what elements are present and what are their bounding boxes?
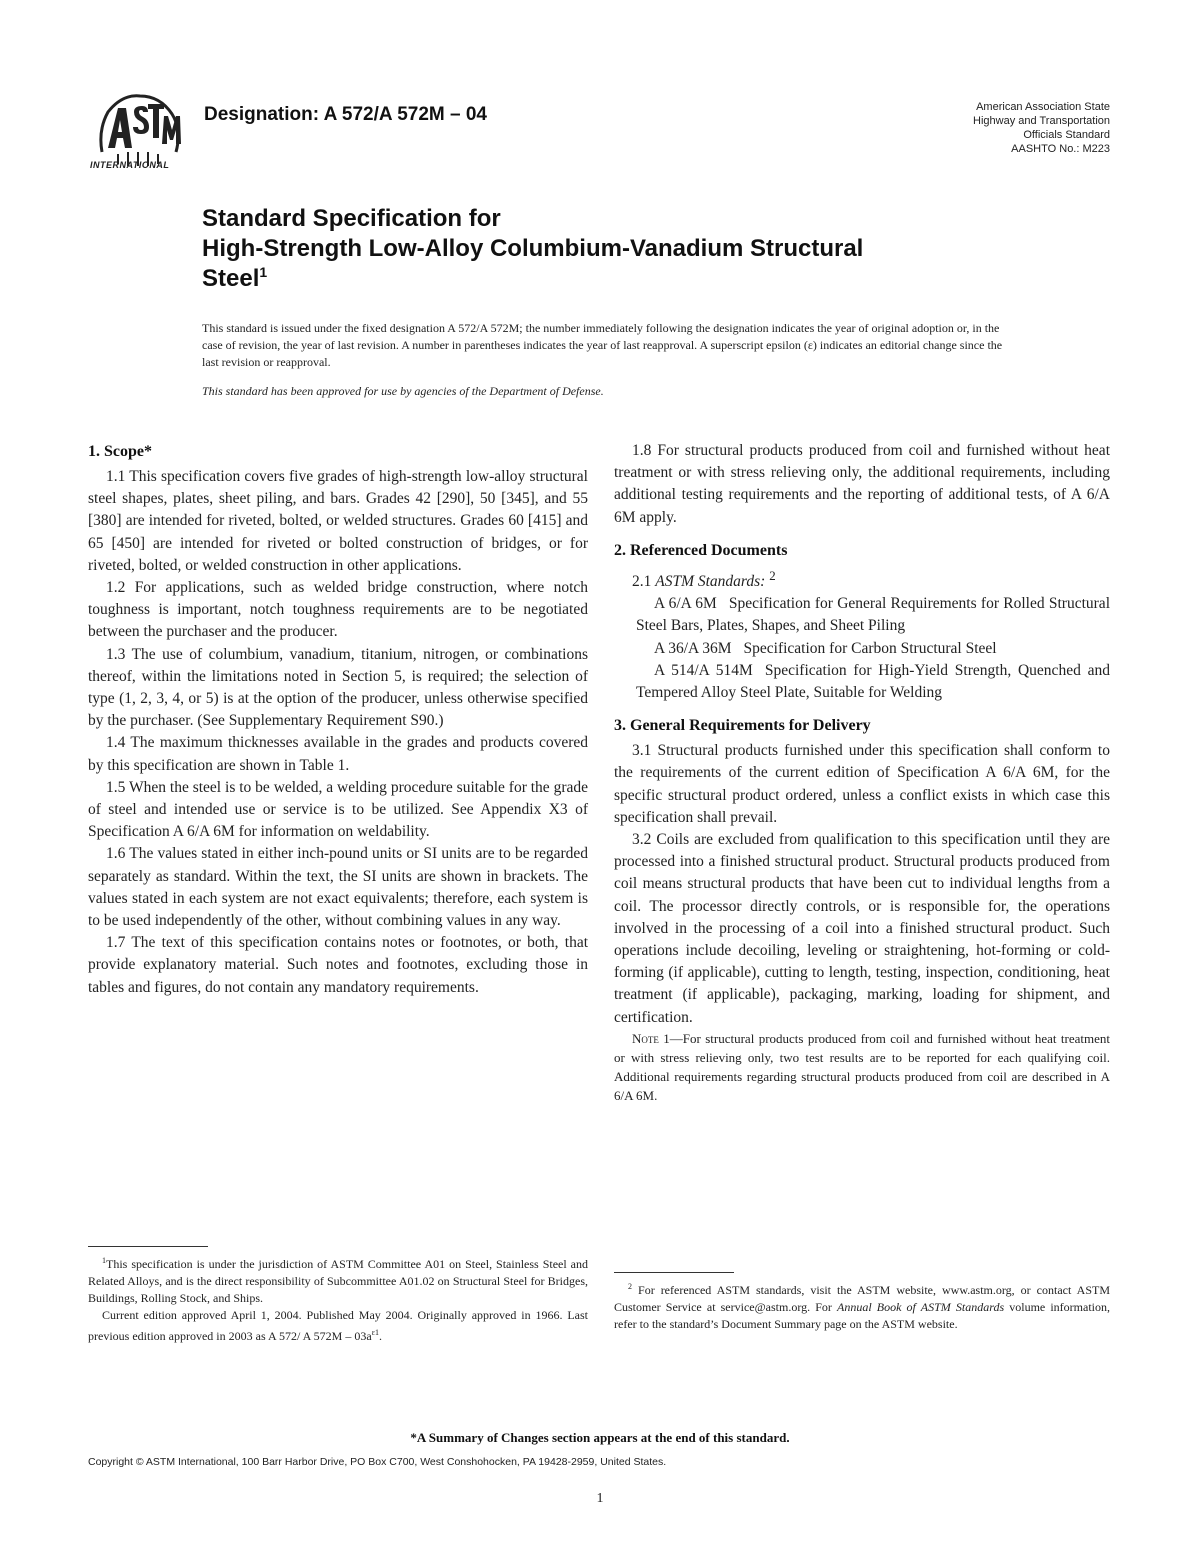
general-paragraph: 3.2 Coils are excluded from qualification to this specification until they are processed into a finished structural product. Structural products produced from coil means structural products that have been cut to individual lengths from a coil. The processor directly controls, or is responsible for, the operations involved in the processing of a coil into a finished structural product. Such operations include decoiling, leveling or straightening, hot-forming or cold-forming (if applicable), cutting to length, testing, inspection, conditioning, heat treatment (if applicable), packaging, marking, loading for shipment, and certification. [614,831,1110,1026]
note-text: —For structural products produced from coil and furnished without heat treatment or with stress relieving only, two test results are to be reported for each qualifying coil. Additional requirements regarding structural products produced from coil are described in A 6/A 6M. [614,1030,1111,1103]
footnote-1-text: . [379,1329,383,1343]
aashto-line: AASHTO No.: M223 [1011,143,1110,155]
footnote-2-text: volume information, refer to the standard’s Document Summary page on the ASTM website. [614,1300,1110,1331]
scope-paragraph: 1.8 For structural products produced from coil and furnished without heat treatment or with stress relieving only, the additional requirements, including additional testing requirements and the reporting of additional tests, of A 6/A 6M apply. [614,442,1110,526]
footnote-2-para [614,1278,1110,1333]
reference-code: A 514/A 514M [654,661,753,679]
title-steel: Steel [202,265,260,292]
scope-paragraph: 1.5 When the steel is to be welded, a welding procedure suitable for the grade of steel and intended use or service is to be utilized. See Appendix X3 of Specification A 6/A 6M for information on weldability. [88,778,588,841]
general-heading: 3. General Requirements for Delivery [614,717,871,735]
scope-paragraph: 1.1 This specification covers five grades of high-strength low-alloy structural steel shapes, plates, sheet piling, and bars. Grades 42 [290], 50 [345], and 55 [380] are intended for riveted, bolted, or welded structures. Grades 60 [415] and 65 [450] are intended for riveted or bolted construction of bridges, or for riveted, bolted, or welded construction in other applications. [88,468,588,574]
right-column [614,440,1110,1105]
scope-paragraph: 1.2 For applications, such as welded bridge construction, where notch toughness is important, notch toughness requirements are to be negotiated between the purchaser and the producer. [88,579,588,641]
reference-item [614,638,1110,660]
footnote-rule [614,1272,734,1273]
reference-item [614,660,1110,704]
page-number: 1 [596,1491,604,1506]
scope-paragraph: 1.4 The maximum thicknesses available in the grades and products covered by this specification are shown in Table 1. [88,734,588,774]
footnote-ref: 2 [769,567,776,583]
dod-notice: This standard has been approved for use by agencies of the Department of Defense. [202,384,604,398]
scope-heading: 1. Scope* [88,443,152,460]
footnote-1-text: Current edition approved April 1, 2004. Published May 2004. Originally approved in 1966. Last previous edition approved in 2003 as A 572/ A 572M – 03a [88,1308,588,1343]
aashto-line: Highway and Transportation [973,115,1110,127]
aashto-line: American Association State [976,101,1110,113]
scope-paragraph: 1.6 The values stated in either inch-pound units or SI units are to be regarded separately as standard. Within the text, the SI units are shown in brackets. The values stated in each system are not exact equivalents; therefore, each system is to be used independently of the other, without combining values in any way. [88,845,588,930]
footnote-1-text: This specification is under the jurisdiction of ASTM Committee A01 on Steel, Stainless Steel and Related Alloys, and is the direct responsibility of Subcommittee A01.02 on Structural Steel for Bridges, Buildings, Rolling Stock, and Ships. [88,1257,588,1305]
footnote-1-para [88,1307,588,1345]
document-title [202,204,1022,294]
footnote-1-para [88,1252,588,1307]
aashto-block [973,100,1110,156]
footnote-2 [614,1278,1110,1333]
reference-title: Specification for High-Yield Strength, Quenched and Tempered Alloy Steel Plate, Suitable for Welding [636,661,1110,701]
title-line-2: High-Strength Low-Alloy Columbium-Vanadium Structural [202,235,864,262]
title-line-3 [202,264,1022,294]
reference-title: Specification for General Requirements for Rolled Structural Steel Bars, Plates, Shapes, and Sheet Piling [636,595,1110,635]
footnote-2-text: For referenced ASTM standards, visit the ASTM website, www.astm.org, or contact ASTM Customer Service at service@astm.org. For [614,1283,1111,1314]
footnote-1 [88,1252,588,1345]
designation: Designation: A 572/A 572M – 04 [204,104,487,125]
note-label: Note 1 [632,1030,670,1046]
footnote-rule [88,1246,208,1247]
subsection-label: ASTM Standards: [655,572,766,590]
title-footnote-ref: 1 [259,264,268,280]
copyright: Copyright © ASTM International, 100 Barr Harbor Drive, PO Box C700, West Conshohocken, PA 19428-2959, United States. [88,1456,667,1468]
footnote-marker: 2 [628,1282,632,1291]
title-line-1: Standard Specification for [202,205,501,232]
referenced-heading: 2. Referenced Documents [614,541,788,559]
left-column [88,440,588,999]
note-1 [614,1029,1110,1105]
logo-caption: INTERNATIONAL [90,160,170,170]
epsilon-marker: ε1 [371,1328,380,1337]
scope-paragraph: 1.3 The use of columbium, vanadium, titanium, nitrogen, or combinations thereof, within the limitations noted in Section 5, is required; the selection of type (1, 2, 3, 4, or 5) is at the option of the producer, unless otherwise specified by the purchaser. (See Supplementary Requirement S90.) [88,645,588,730]
reference-code: A 6/A 6M [654,595,717,613]
aashto-line: Officials Standard [1023,129,1110,141]
summary-notice: *A Summary of Changes section appears at the end of this standard. [410,1430,790,1445]
footnote-2-italic: Annual Book of ASTM Standards [837,1300,1005,1314]
subsection-number: 2.1 [632,572,652,590]
reference-title: Specification for Carbon Structural Steel [743,639,997,657]
general-paragraph: 3.1 Structural products furnished under this specification shall conform to the requirements of the current edition of Specification A 6/A 6M, for the specific structural product ordered, unless a conflict exists in which case this specification shall prevail. [614,742,1110,826]
reference-item [614,593,1110,637]
scope-paragraph: 1.7 The text of this specification contains notes or footnotes, or both, that provide explanatory material. Such notes and footnotes, excluding those in tables and figures, do not contain any mandatory requirements. [88,934,588,996]
reference-code: A 36/A 36M [654,639,732,657]
issued-notice: This standard is issued under the fixed designation A 572/A 572M; the number immediately following the designation indicates the year of original adoption or, in the case of revision, the year of last revision. A number in parentheses indicates the year of last reapproval. A superscript epsilon (ε) indicates an editorial change since the last revision or reapproval. [202,321,1003,369]
footnote-marker: 1 [102,1256,106,1265]
astm-standards-label [614,565,1110,593]
